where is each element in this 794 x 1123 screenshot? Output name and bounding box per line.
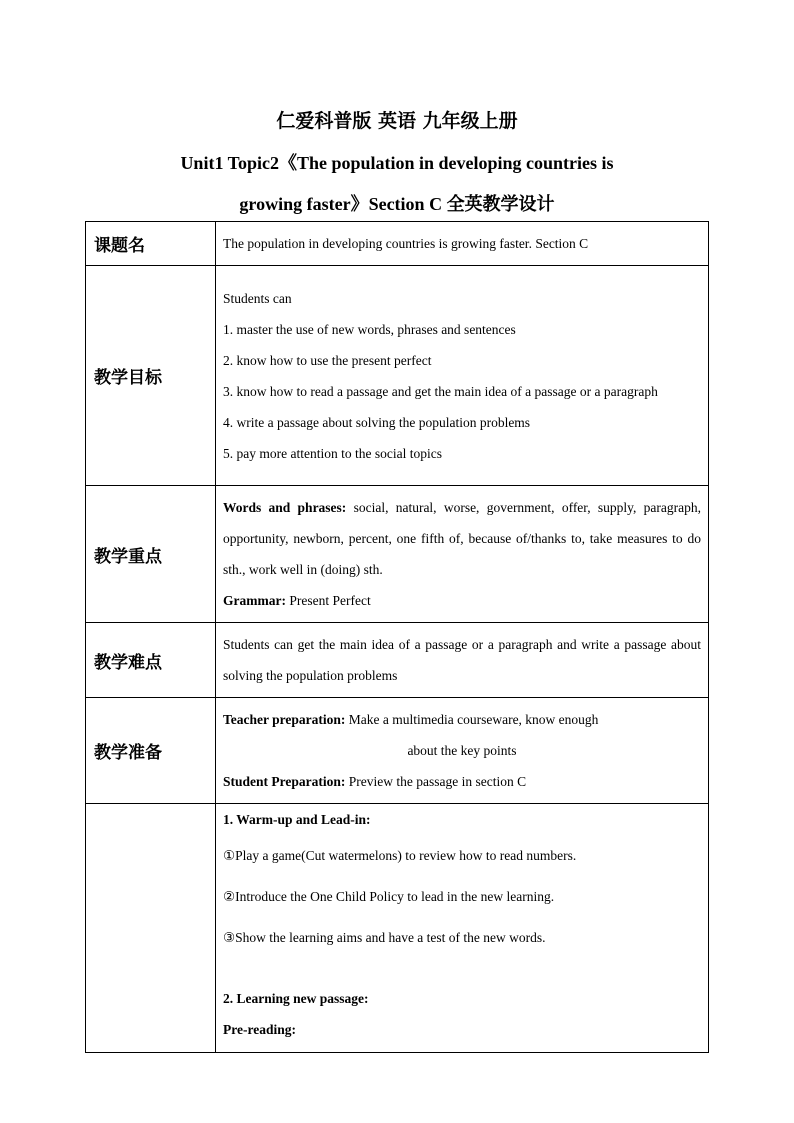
teacher-prep-continued: about the key points xyxy=(407,743,517,758)
label-difficulties: 教学难点 xyxy=(86,623,216,698)
grammar-text: Present Perfect xyxy=(285,593,371,608)
label-procedure xyxy=(86,804,216,1053)
document-subtitle-line2 xyxy=(0,190,794,216)
objective-item: 3. know how to read a passage and get the main idea of a passage or a paragraph xyxy=(223,383,658,399)
step1-item: ①Play a game(Cut watermelons) to review how to read numbers. xyxy=(223,848,577,863)
grammar-label: Grammar: xyxy=(223,593,286,608)
table-row-key-points xyxy=(86,486,709,623)
label-key-points: 教学重点 xyxy=(86,486,216,623)
student-preparation xyxy=(223,766,701,797)
table-row-procedure xyxy=(86,804,709,1053)
document-subtitle-line1: Unit1 Topic2《The population in developing countries is xyxy=(180,153,614,173)
table-row-difficulties xyxy=(86,623,709,698)
value-preparation xyxy=(216,698,709,804)
label-topic: 课题名 xyxy=(86,222,216,266)
subtitle-en-part: growing faster》Section C xyxy=(239,194,447,214)
table-row-topic xyxy=(86,222,709,266)
student-prep-text: Preview the passage in section C xyxy=(345,774,527,789)
label-preparation: 教学准备 xyxy=(86,698,216,804)
value-topic: The population in developing countries is growing faster. Section C xyxy=(216,222,709,266)
document-title: 仁爱科普版 英语 九年级上册 xyxy=(276,110,518,132)
step1-item: ②Introduce the One Child Policy to lead in the new learning. xyxy=(223,889,555,904)
grammar xyxy=(223,585,701,616)
value-key-points xyxy=(216,486,709,623)
step2-title: 2. Learning new passage: xyxy=(223,991,369,1006)
objectives-intro: Students can xyxy=(223,290,292,306)
teacher-preparation xyxy=(223,704,701,735)
objective-item: 4. write a passage about solving the population problems xyxy=(223,414,531,430)
spacer xyxy=(223,958,701,983)
teacher-prep-label: Teacher preparation: xyxy=(223,712,346,727)
table-row-preparation xyxy=(86,698,709,804)
words-and-phrases xyxy=(223,492,701,585)
label-objectives: 教学目标 xyxy=(86,266,216,486)
objective-item: 1. master the use of new words, phrases and sentences xyxy=(223,321,516,337)
step1-item: ③Show the learning aims and have a test of the new words. xyxy=(223,930,546,945)
step2-sub: Pre-reading: xyxy=(223,1022,296,1037)
words-label: Words and phrases: xyxy=(223,500,347,515)
step1-title: 1. Warm-up and Lead-in: xyxy=(223,812,371,827)
subtitle-cn-part: 全英教学设计 xyxy=(446,194,555,215)
lesson-plan-table xyxy=(85,221,709,1053)
words-text: social, natural, worse, government, offer, supply, paragraph, opportunity, newborn, percent, one fifth of, because of/thanks to, take measures to do sth., work well in (doing) sth. xyxy=(223,500,702,577)
objective-item: 2. know how to use the present perfect xyxy=(223,352,432,368)
value-difficulties: Students can get the main idea of a passage or a paragraph and write a passage about solving the population problems xyxy=(216,623,709,698)
objective-item: 5. pay more attention to the social topics xyxy=(223,445,442,461)
teacher-prep-text: Make a multimedia courseware, know enough xyxy=(345,712,599,727)
table-row-objectives xyxy=(86,266,709,486)
value-objectives xyxy=(216,266,709,486)
student-prep-label: Student Preparation: xyxy=(223,774,346,789)
value-procedure xyxy=(216,804,709,1053)
